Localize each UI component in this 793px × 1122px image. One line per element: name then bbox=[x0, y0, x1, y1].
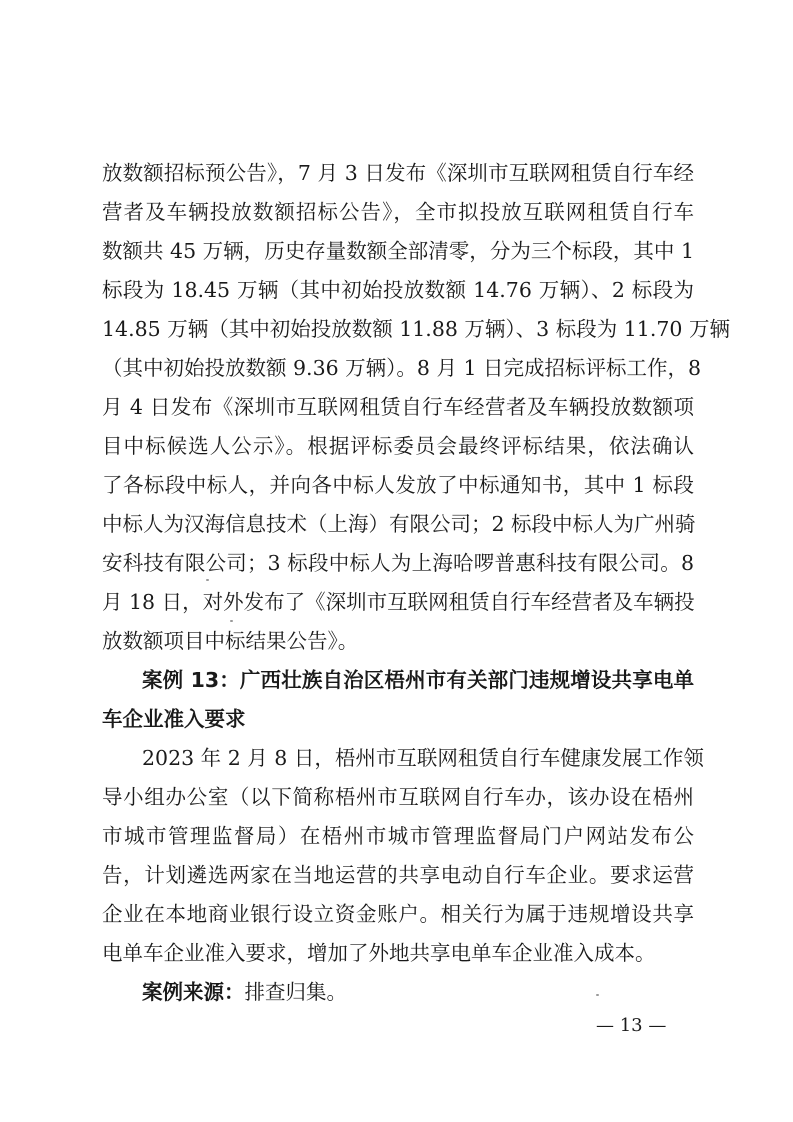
paragraph-line: 安科技有限公司；3 标段中标人为上海哈啰普惠科技有限公司。8 bbox=[102, 551, 694, 575]
paragraph-line: 企业在本地商业银行设立资金账户。相关行为属于违规增设共享 bbox=[102, 902, 694, 926]
paragraph-line: 放数额招标预公告》，7 月 3 日发布《深圳市互联网租赁自行车经 bbox=[102, 161, 694, 185]
paragraph-line: 月 4 日发布《深圳市互联网租赁自行车经营者及车辆投放数额项 bbox=[102, 395, 694, 419]
case-heading-line: 车企业准入要求 bbox=[102, 707, 246, 731]
paragraph-line: 电单车企业准入要求，增加了外地共享电单车企业准入成本。 bbox=[102, 941, 656, 965]
paragraph-line: 营者及车辆投放数额招标公告》，全市拟投放互联网租赁自行车 bbox=[102, 200, 694, 224]
case-source-value: 排查归集。 bbox=[244, 980, 347, 1004]
paragraph-line: 市城市管理监督局）在梧州市城市管理监督局门户网站发布公 bbox=[102, 824, 694, 848]
paragraph-line: 告，计划遴选两家在当地运营的共享电动自行车企业。要求运营 bbox=[102, 863, 694, 887]
scan-speck bbox=[230, 620, 233, 622]
scan-speck bbox=[596, 994, 599, 996]
paragraph-line: 导小组办公室（以下简称梧州市互联网自行车办，该办设在梧州 bbox=[102, 785, 694, 809]
paragraph-line: 数额共 45 万辆，历史存量数额全部清零，分为三个标段，其中 1 bbox=[102, 239, 694, 263]
paragraph-line: 目中标候选人公示》。根据评标委员会最终评标结果，依法确认 bbox=[102, 434, 694, 458]
case-source-label: 案例来源： bbox=[142, 980, 245, 1004]
paragraph-line: 月 18 日，对外发布了《深圳市互联网租赁自行车经营者及车辆投 bbox=[102, 590, 695, 614]
page-number: — 13 — bbox=[596, 1015, 667, 1036]
paragraph-line: （其中初始投放数额 9.36 万辆）。8 月 1 日完成招标评标工作，8 bbox=[102, 356, 702, 380]
paragraph-line: 2023 年 2 月 8 日，梧州市互联网租赁自行车健康发展工作领 bbox=[142, 746, 704, 770]
case-source bbox=[142, 978, 694, 1006]
paragraph-line: 14.85 万辆（其中初始投放数额 11.88 万辆）、3 标段为 11.70 万辆 bbox=[102, 317, 730, 341]
paragraph-line: 放数额项目中标结果公告》。 bbox=[102, 629, 359, 653]
paragraph-line: 了各标段中标人，并向各中标人发放了中标通知书，其中 1 标段 bbox=[102, 473, 694, 497]
case-heading-line: 案例 13：广西壮族自治区梧州市有关部门违规增设共享电单 bbox=[142, 668, 694, 692]
scan-speck bbox=[206, 579, 209, 581]
paragraph-line: 中标人为汉海信息技术（上海）有限公司；2 标段中标人为广州骑 bbox=[102, 512, 696, 536]
paragraph-line: 标段为 18.45 万辆（其中初始投放数额 14.76 万辆）、2 标段为 bbox=[102, 278, 694, 302]
